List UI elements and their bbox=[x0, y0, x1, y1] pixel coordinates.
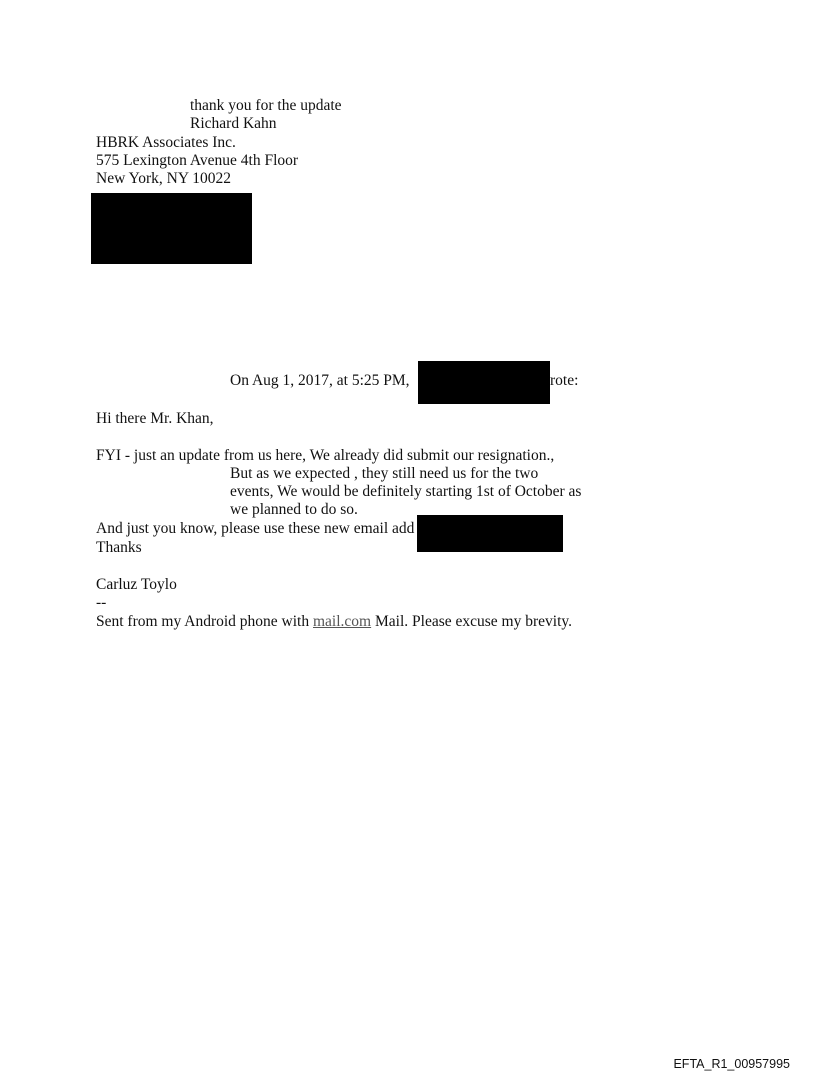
email-body-line-2: But as we expected , they still need us for the two bbox=[230, 465, 539, 482]
mobile-signature-prefix: Sent from my Android phone with bbox=[96, 613, 310, 630]
email-greeting: Hi there Mr. Khan, bbox=[96, 410, 214, 427]
redaction-block-email bbox=[417, 515, 563, 552]
quote-header-suffix: rote: bbox=[550, 372, 579, 389]
mobile-signature-suffix: Mail. Please excuse my brevity. bbox=[375, 613, 572, 630]
email-body-line-4: we planned to do so. bbox=[230, 501, 358, 518]
document-id: EFTA_R1_00957995 bbox=[673, 1057, 790, 1071]
email-sender-name: Carluz Toylo bbox=[96, 576, 177, 593]
email-body-line-5: And just you know, please use these new email add bbox=[96, 520, 415, 537]
reply-sender-name: Richard Kahn bbox=[190, 115, 277, 132]
reply-message: thank you for the update bbox=[190, 97, 342, 114]
signature-company: HBRK Associates Inc. bbox=[96, 134, 236, 151]
email-body-line-1: FYI - just an update from us here, We already did submit our resignation., bbox=[96, 447, 555, 464]
mail-com-link[interactable]: mail.com bbox=[313, 613, 372, 630]
redaction-block-sender bbox=[418, 361, 550, 404]
signature-address-line1: 575 Lexington Avenue 4th Floor bbox=[96, 152, 299, 169]
email-body-line-3: events, We would be definitely starting 1st of October as bbox=[230, 483, 582, 500]
mobile-signature bbox=[96, 613, 572, 631]
email-thanks: Thanks bbox=[96, 539, 142, 556]
signature-address-line2: New York, NY 10022 bbox=[96, 170, 232, 187]
redaction-block-contact bbox=[91, 193, 252, 264]
quote-header-prefix: On Aug 1, 2017, at 5:25 PM, bbox=[230, 372, 410, 389]
email-separator: -- bbox=[96, 594, 107, 611]
